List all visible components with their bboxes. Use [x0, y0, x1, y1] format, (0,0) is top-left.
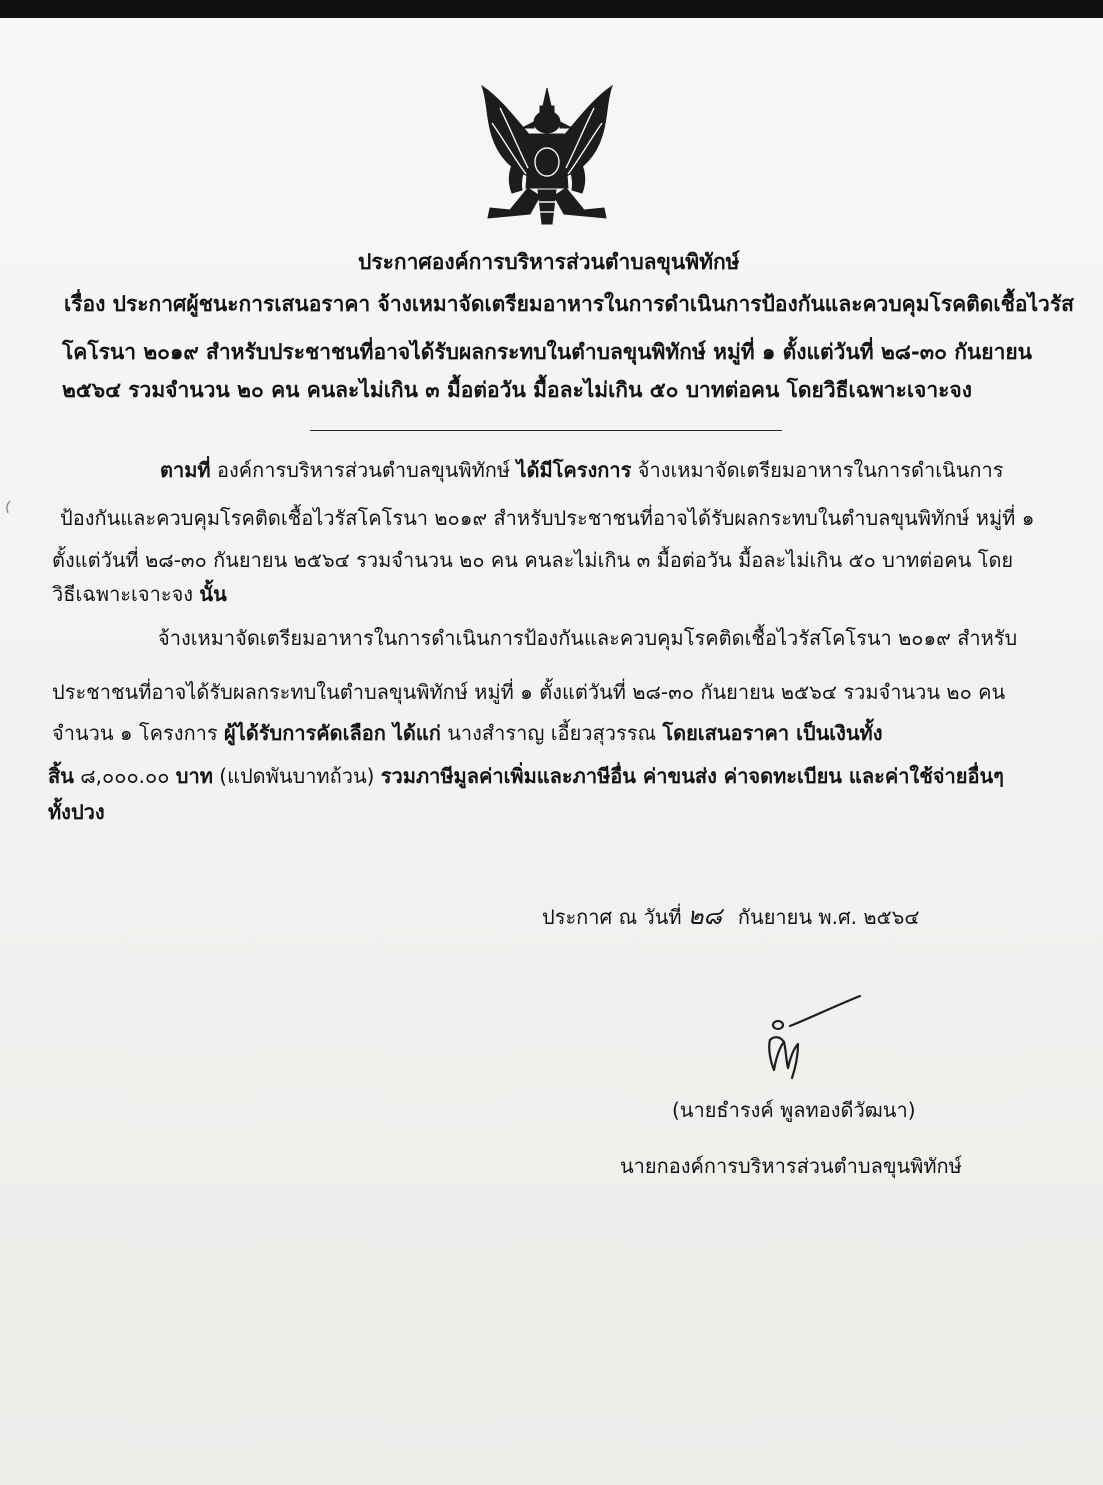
paragraph1-line4-bold: นั้น: [199, 582, 227, 606]
announcement-date: [542, 904, 920, 928]
scan-top-edge: [0, 0, 1103, 18]
scan-mark: [4, 500, 12, 514]
paragraph1-line-3: ตั้งแต่วันที่ ๒๘-๓๐ กันยายน ๒๕๖๔ รวมจำนวน ๒๐ คน คนละไม่เกิน ๓ มื้อต่อวัน มื้อละไม่เกิน ๕๐ บาทต่อคน โดย: [52, 548, 1014, 572]
paragraph1-line1-tail: จ้างเหมาจัดเตรียมอาหารในการดำเนินการ: [631, 458, 1004, 482]
paragraph1-line1-bold: ได้มีโครงการ: [516, 458, 632, 482]
price-in-words: (แปดพันบาทถ้วน): [212, 764, 381, 788]
subject-line-1: เรื่อง ประกาศผู้ชนะการเสนอราคา จ้างเหมาจัดเตรียมอาหารในการดำเนินการป้องกันและควบคุมโรคติดเชื้อไวรัส: [64, 292, 1074, 316]
paragraph2-line-3: [52, 723, 883, 743]
paragraph2-line4-bold2: บาท: [175, 764, 213, 788]
subject-line-2: โคโรนา ๒๐๑๙ สำหรับประชาชนที่อาจได้รับผลกระทบในตำบลขุนพิทักษ์ หมู่ที่ ๑ ตั้งแต่วันที่ ๒๘-๓๐ กันยายน: [62, 340, 1033, 364]
subject-line-3: ๒๕๖๔ รวมจำนวน ๒๐ คน คนละไม่เกิน ๓ มื้อต่อวัน มื้อละไม่เกิน ๕๐ บาทต่อคน โดยวิธีเฉพาะเจาะจง: [62, 378, 972, 402]
paragraph2-line3-bold2: โดยเสนอราคา เป็นเงินทั้ง: [662, 721, 883, 745]
paragraph2-line3-bold: ผู้ได้รับการคัดเลือก ได้แก่: [224, 721, 441, 745]
paragraph1-line4-text: วิธีเฉพาะเจาะจง: [52, 582, 200, 606]
signatory-name: (นายธำรงค์ พูลทองดีวัฒนา): [672, 1098, 916, 1122]
document-page: [0, 18, 1103, 1485]
divider: [310, 430, 782, 431]
paragraph2-line-5: ทั้งปวง: [48, 800, 105, 824]
paragraph2-line-4: [48, 766, 1004, 786]
paragraph2-line4-bold: สิ้น: [48, 764, 74, 788]
paragraph2-line-2: ประชาชนที่อาจได้รับผลกระทบในตำบลขุนพิทักษ์ หมู่ที่ ๑ ตั้งแต่วันที่ ๒๘-๓๐ กันยายน ๒๕๖๔ รวมจำนวน ๒๐ คน: [52, 680, 1006, 704]
price-amount: ๘,๐๐๐.๐๐: [73, 764, 176, 788]
date-month-year: กันยายน พ.ศ. ๒๕๖๔: [737, 905, 920, 929]
paragraph1-line-4: [52, 584, 227, 604]
paragraph1-line-2: ป้องกันและควบคุมโรคติดเชื้อไวรัสโคโรนา ๒๐๑๙ สำหรับประชาชนที่อาจได้รับผลกระทบในตำบลขุนพิทักษ์ หมู่ที่ ๑: [60, 506, 1035, 530]
paragraph2-line4-bold3: รวมภาษีมูลค่าเพิ่มและภาษีอื่น ค่าขนส่ง ค่าจดทะเบียน และค่าใช้จ่ายอื่นๆ: [380, 764, 1004, 788]
page-title: ประกาศองค์การบริหารส่วนตำบลขุนพิทักษ์: [358, 250, 740, 274]
winner-name: นางสำราญ เอี้ยวสุวรรณ: [440, 721, 663, 745]
paragraph1-line1-text: องค์การบริหารส่วนตำบลขุนพิทักษ์: [210, 458, 517, 482]
paragraph2-line-1: จ้างเหมาจัดเตรียมอาหารในการดำเนินการป้องกันและควบคุมโรคติดเชื้อไวรัสโคโรนา ๒๐๑๙ สำหรับ: [158, 626, 1018, 650]
handwritten-signature: [750, 988, 870, 1088]
signatory-position: นายกองค์การบริหารส่วนตำบลขุนพิทักษ์: [620, 1154, 962, 1178]
paragraph1-line-1: [160, 460, 1003, 480]
paragraph1-lead: ตามที่: [160, 458, 211, 482]
date-day-handwritten: ๒๘: [687, 902, 722, 930]
garuda-emblem-icon: [470, 78, 625, 233]
date-prefix: ประกาศ ณ วันที่: [542, 905, 682, 929]
paragraph2-line3-text: จำนวน ๑ โครงการ: [52, 721, 225, 745]
